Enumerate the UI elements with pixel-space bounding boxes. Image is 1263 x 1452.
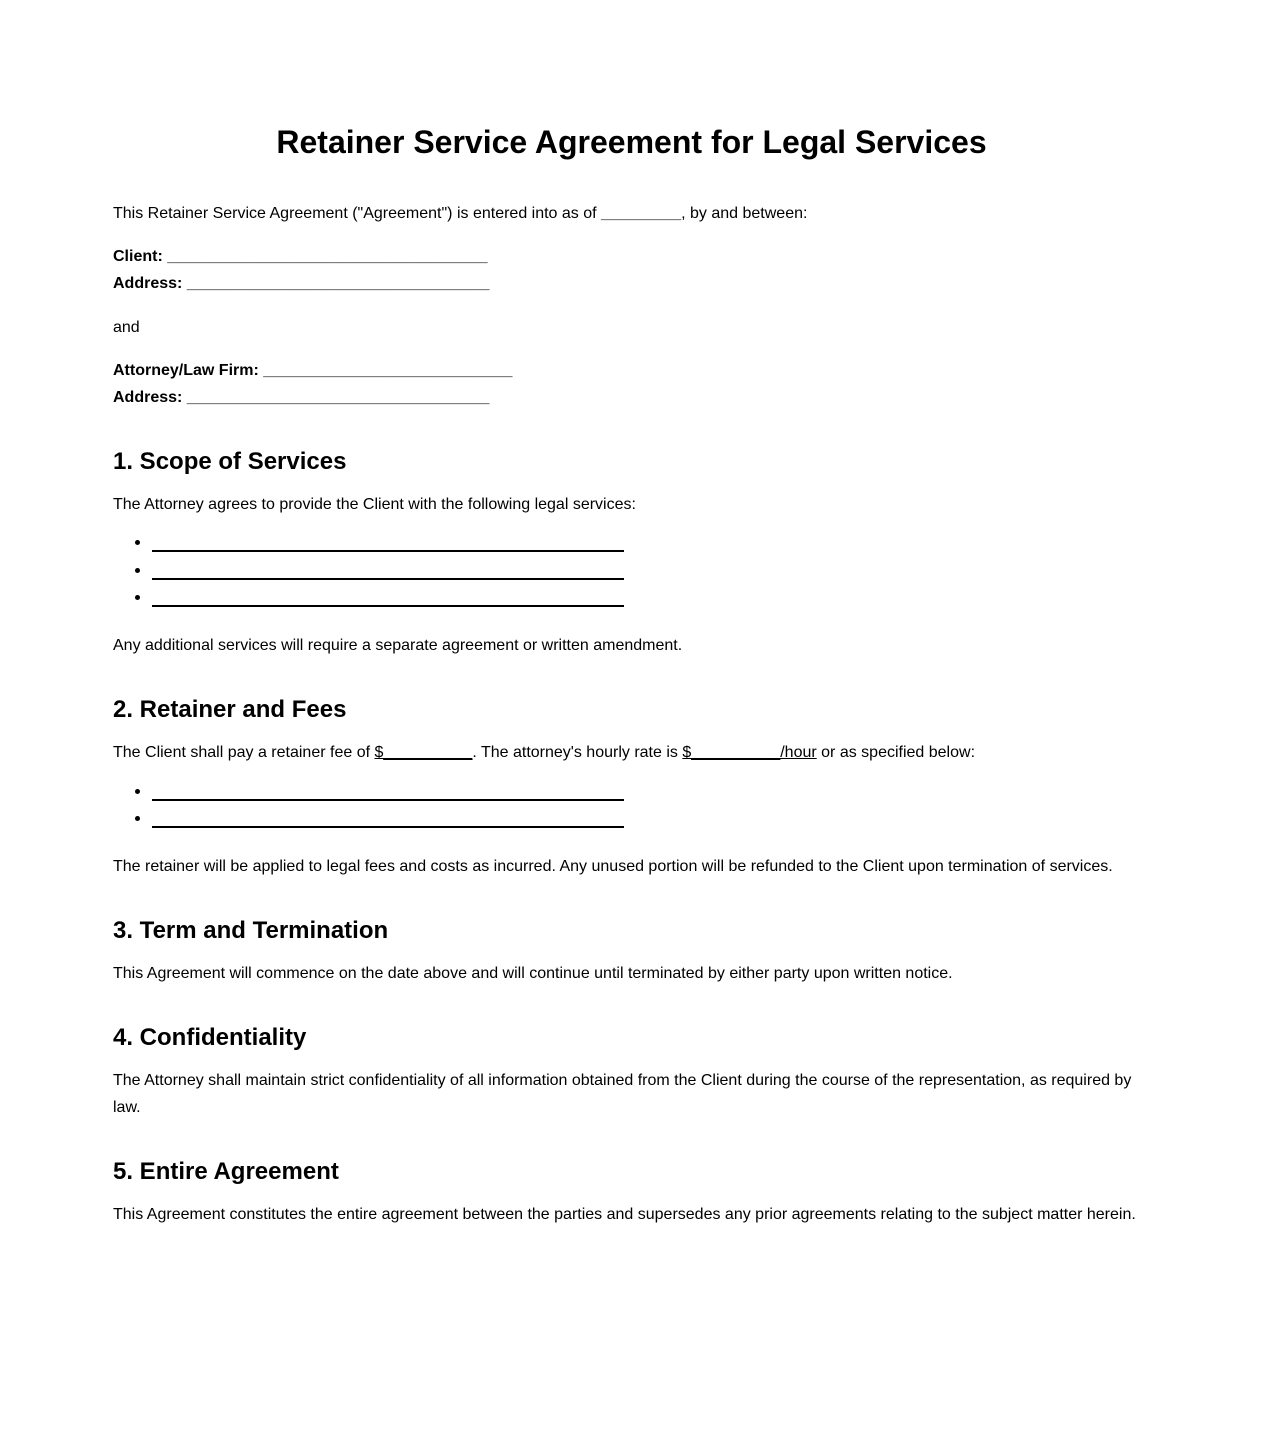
scope-bullet-2[interactable] [135, 559, 624, 586]
hourly-rate-blank[interactable]: $__________/hour [682, 744, 817, 761]
client-address-blank[interactable]: __________________________________ [186, 275, 490, 292]
date-blank[interactable]: _________ [601, 205, 682, 222]
entire-agreement-text: This Agreement constitutes the entire agreement between the parties and supersedes any prior agreements relating to the subject matter herein. [113, 1206, 1136, 1223]
and-text: and [113, 319, 140, 336]
section-heading-scope: 1. Scope of Services [113, 448, 347, 475]
scope-text: The Attorney agrees to provide the Client with the following legal services: [113, 496, 636, 513]
blank-line [152, 826, 624, 828]
attorney-line [113, 357, 512, 384]
scope-bullet-3[interactable] [135, 586, 624, 613]
attorney-address-line [113, 384, 489, 411]
document-title: Retainer Service Agreement for Legal Services [276, 124, 987, 160]
bullet-icon [135, 816, 140, 821]
blank-line [152, 550, 624, 552]
term-text: This Agreement will commence on the date above and will continue until terminated by either party upon written notice. [113, 965, 953, 982]
fees-footer: The retainer will be applied to legal fees and costs as incurred. Any unused portion will be refunded to the Client upon termination of services. [113, 858, 1113, 875]
section-heading-confidentiality: 4. Confidentiality [113, 1024, 307, 1051]
blank-line [152, 578, 624, 580]
attorney-address-label: Address: [113, 389, 183, 406]
fees-text-1: The Client shall pay a retainer fee of [113, 744, 375, 761]
attorney-address-blank[interactable]: __________________________________ [186, 389, 490, 406]
client-blank[interactable]: ____________________________________ [167, 248, 488, 265]
fees-bullet-2[interactable] [135, 807, 624, 834]
fees-text-2: . The attorney's hourly rate is [472, 744, 683, 761]
blank-line [152, 799, 624, 801]
fees-text-3: or as specified below: [816, 744, 976, 761]
fees-text [113, 739, 975, 766]
intro-text: This Retainer Service Agreement ("Agreement") is entered into as of [113, 205, 602, 222]
section-heading-entire: 5. Entire Agreement [113, 1158, 339, 1185]
client-line [113, 243, 488, 270]
bullet-icon [135, 540, 140, 545]
client-address-line [113, 270, 489, 297]
bullet-icon [135, 789, 140, 794]
bullet-icon [135, 568, 140, 573]
blank-line [152, 605, 624, 607]
intro-paragraph [113, 200, 807, 227]
client-address-label: Address: [113, 275, 183, 292]
scope-bullet-1[interactable] [135, 531, 624, 558]
scope-footer: Any additional services will require a separate agreement or written amendment. [113, 637, 683, 654]
section-heading-fees: 2. Retainer and Fees [113, 696, 347, 723]
client-label: Client: [113, 248, 163, 265]
retainer-fee-blank[interactable]: $__________ [374, 744, 473, 761]
intro-text-end: , by and between: [681, 205, 808, 222]
bullet-icon [135, 595, 140, 600]
attorney-label: Attorney/Law Firm: [113, 362, 259, 379]
fees-bullet-1[interactable] [135, 780, 624, 807]
confidentiality-text: The Attorney shall maintain strict confidentiality of all information obtained from the Client during the course of the representation, as required by law. [113, 1072, 1132, 1116]
attorney-blank[interactable]: ____________________________ [263, 362, 513, 379]
section-heading-term: 3. Term and Termination [113, 917, 389, 944]
